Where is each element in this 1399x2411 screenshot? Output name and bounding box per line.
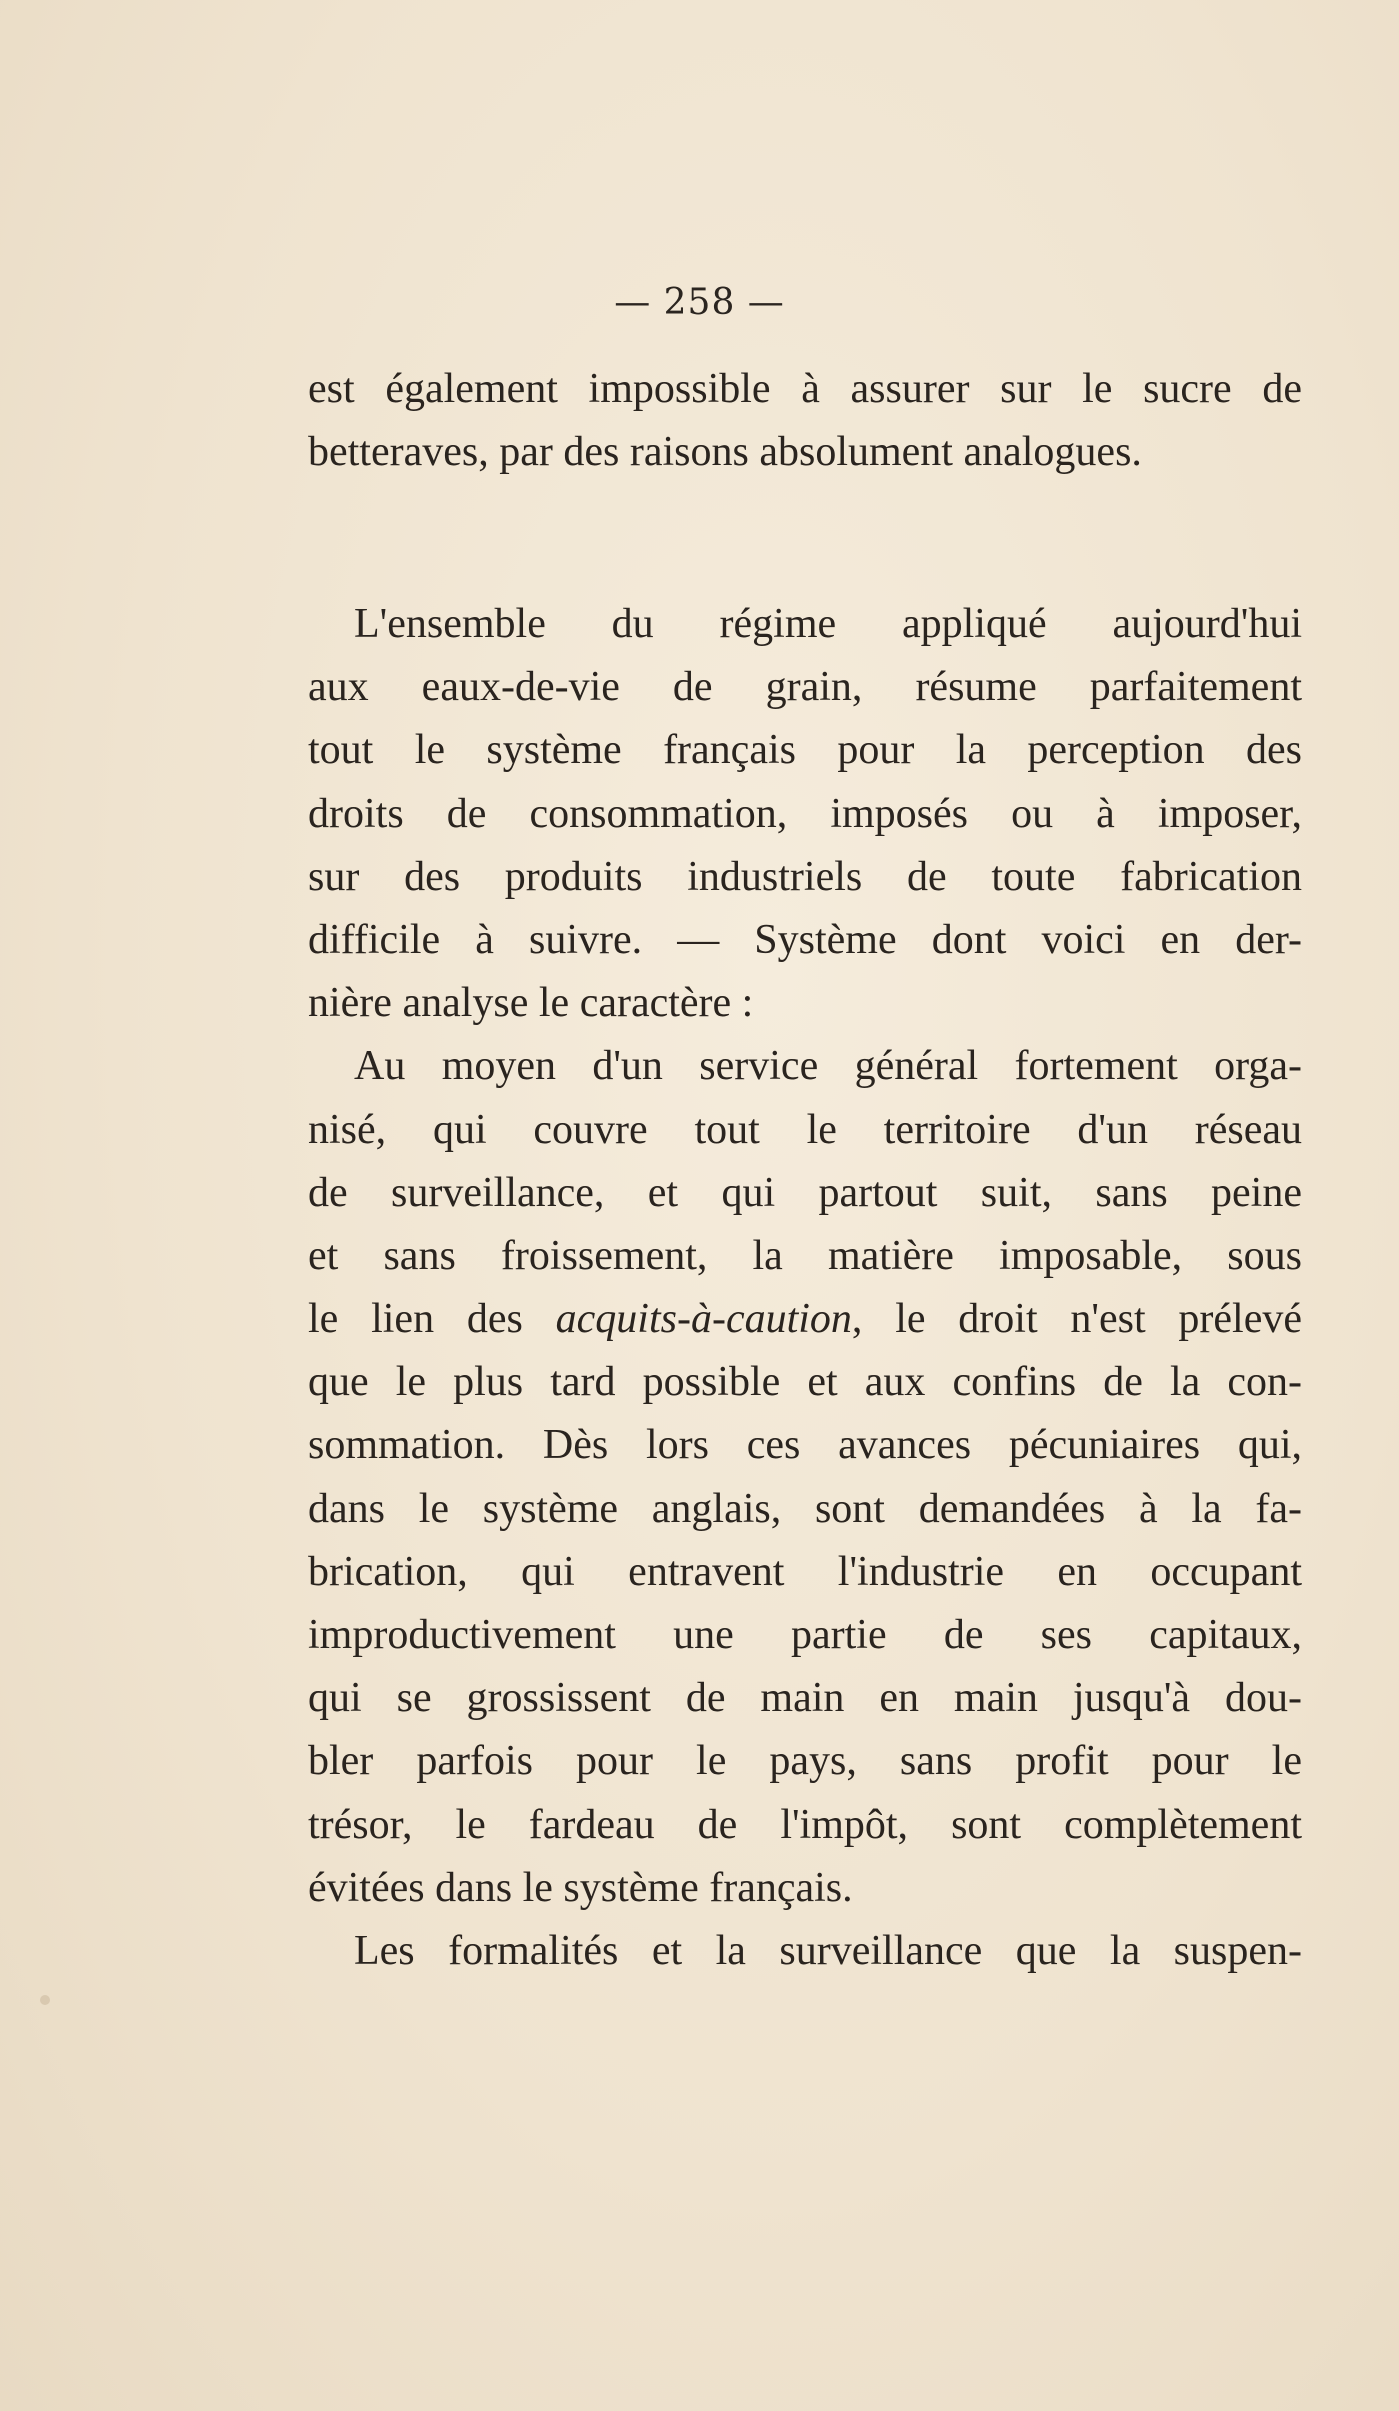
text-line: droits de consommation, imposés ou à imposer,	[308, 790, 1302, 837]
text-line: improductivement une partie de ses capitaux,	[308, 1612, 1302, 1658]
text-line: betteraves, par des raisons absolument analogues.	[308, 429, 1142, 476]
text-line: Les formalités et la surveillance que la suspen-	[354, 1927, 1302, 1974]
text-line: dans le système anglais, sont demandées à la fa-	[308, 1485, 1302, 1532]
text-line: évitées dans le système français.	[308, 1864, 853, 1911]
text-line: aux eaux-de-vie de grain, résume parfaitement	[308, 664, 1302, 711]
text-line: nière analyse le caractère :	[308, 980, 754, 1027]
paper-speck	[40, 1995, 50, 2005]
text-line: difficile à suivre. — Système dont voici en der-	[308, 916, 1302, 963]
text-line: sommation. Dès lors ces avances pécuniaires qui,	[308, 1422, 1302, 1469]
text-line: Au moyen d'un service général fortement orga-	[354, 1043, 1302, 1090]
text-line: trésor, le fardeau de l'impôt, sont complètement	[308, 1801, 1302, 1848]
text-line: sur des produits industriels de toute fabrication	[308, 853, 1302, 900]
text-line: brication, qui entravent l'industrie en occupant	[308, 1548, 1302, 1595]
text-line: que le plus tard possible et aux confins de la con-	[308, 1359, 1302, 1406]
text-segment: , le droit n'est prélevé	[851, 1296, 1303, 1343]
text-line: L'ensemble du régime appliqué aujourd'hui	[354, 601, 1302, 647]
text-line: tout le système français pour la perception des	[308, 727, 1302, 774]
italic-term: acquits-à-caution	[555, 1296, 852, 1343]
text-line: bler parfois pour le pays, sans profit pour le	[308, 1738, 1302, 1785]
paragraph-main-body	[308, 593, 1302, 1983]
paragraph-continuation	[308, 358, 1302, 484]
text-line: qui se grossissent de main en main jusqu'à dou-	[308, 1675, 1302, 1722]
text-line: est également impossible à assurer sur le sucre de	[308, 366, 1302, 412]
text-segment: le lien des	[308, 1296, 556, 1343]
text-line-with-italic	[308, 1288, 1302, 1351]
page-number: — 258 —	[614, 282, 785, 323]
text-line: et sans froissement, la matière imposable, sous	[308, 1232, 1302, 1279]
text-line: nisé, qui couvre tout le territoire d'un réseau	[308, 1106, 1302, 1153]
text-line: de surveillance, et qui partout suit, sans peine	[308, 1169, 1302, 1216]
